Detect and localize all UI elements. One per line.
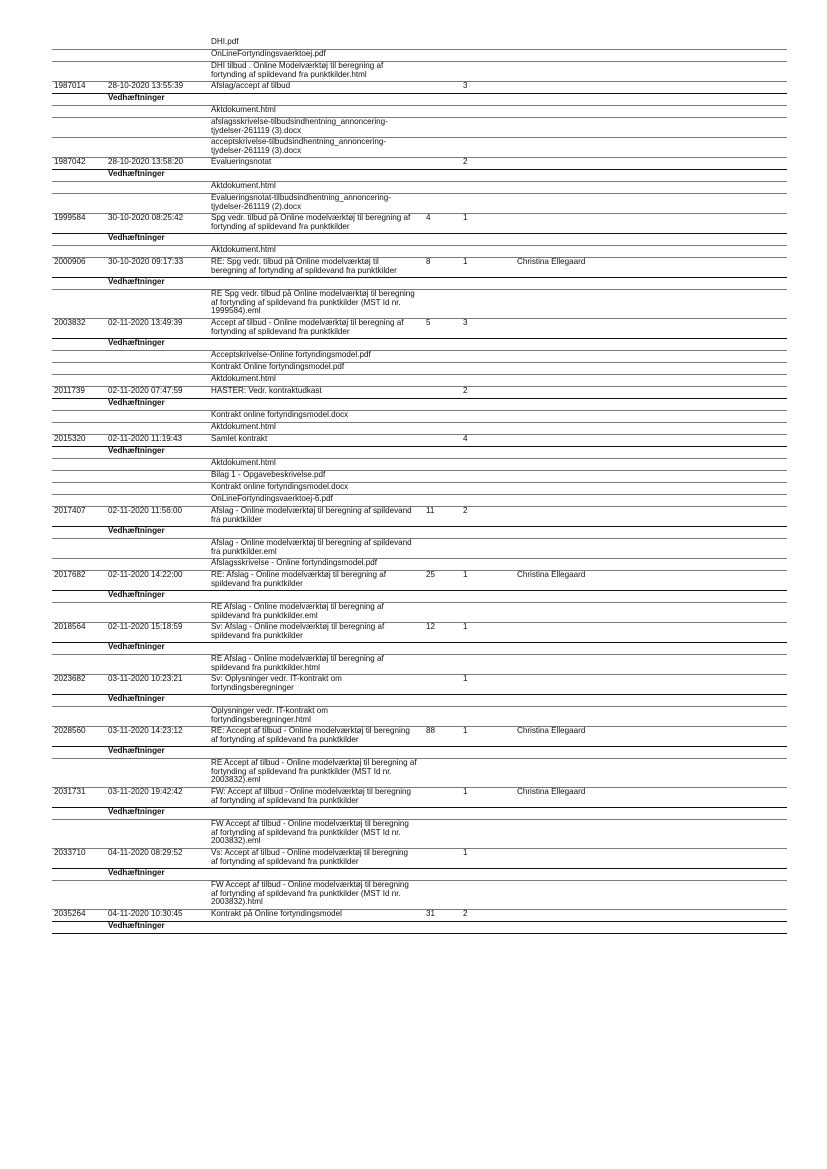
- document-subject: RE: Spg vedr. tilbud på Online modelværktøj til beregning af fortynding af spildevand fra punktkilder: [211, 257, 397, 275]
- document-subject: FW: Accept af tilbud - Online modelværktøj til beregning af fortynding af spildevand fra punktkilder: [211, 787, 412, 805]
- document-date: 30-10-2020 09:17:33: [108, 257, 184, 266]
- document-date: 28-10-2020 13:55:39: [108, 81, 184, 90]
- attachment-count: 2: [463, 909, 468, 918]
- attachment-row: [52, 106, 787, 118]
- attachment-filename: Afslag - Online modelværktøj til beregning af spildevand fra punktkilder.eml: [211, 538, 412, 556]
- attachments-header: [52, 808, 787, 820]
- attachments-header: [52, 399, 787, 411]
- attachments-label: Vedhæftninger: [108, 694, 165, 703]
- table-row: [52, 788, 787, 808]
- attachment-count: 1: [463, 622, 468, 631]
- document-subject: Afslag - Online modelværktøj til beregning af spildevand fra punktkilder: [211, 506, 412, 524]
- attachments-label: Vedhæftninger: [108, 746, 165, 755]
- document-date: 03-11-2020 10:23:21: [108, 674, 183, 683]
- document-subject: RE: Afslag - Online modelværktøj til beregning af spildevand fra punktkilder: [211, 570, 386, 588]
- attachments-label: Vedhæftninger: [108, 338, 165, 347]
- attachment-row: [52, 603, 787, 623]
- attachment-row: [52, 539, 787, 559]
- attachment-row: [52, 820, 787, 849]
- attachment-row: [52, 363, 787, 375]
- document-date: 04-11-2020 08:29:52: [108, 848, 183, 857]
- attachment-filename: RE Accept af tilbud - Online modelværktøj til beregning af fortynding af spildevand fra punktkilder (MST Id nr. 2003832).eml: [211, 758, 417, 785]
- document-table: [52, 38, 787, 934]
- attachments-label: Vedhæftninger: [108, 590, 165, 599]
- page-count: 4: [426, 213, 431, 222]
- document-id: 2031731: [54, 787, 86, 796]
- attachments-label: Vedhæftninger: [108, 526, 165, 535]
- attachment-row: [52, 138, 787, 158]
- attachment-row: [52, 411, 787, 423]
- attachments-header: [52, 643, 787, 655]
- attachment-filename: Aktdokument.html: [211, 422, 276, 431]
- attachment-count: 1: [463, 674, 468, 683]
- attachments-header: [52, 447, 787, 459]
- sender-name: Christina Ellegaard: [517, 726, 586, 735]
- document-subject: HASTER: Vedr. kontraktudkast: [211, 386, 322, 395]
- attachment-filename: afslagsskrivelse-tilbudsindhentning_annoncering-tjydelser-261119 (3).docx: [211, 117, 388, 135]
- attachment-filename: RE Afslag - Online modelværktøj til beregning af spildevand fra punktkilder.eml: [211, 602, 384, 620]
- document-id: 2023682: [54, 674, 86, 683]
- attachment-row: [52, 50, 787, 62]
- document-id: 1987042: [54, 157, 86, 166]
- attachment-filename: Evalueringsnotat-tilbudsindhentning_annoncering-tjydelser-261119 (2).docx: [211, 193, 391, 211]
- attachment-count: 1: [463, 726, 468, 735]
- attachment-filename: DHI.pdf: [211, 37, 239, 46]
- sender-name: Christina Ellegaard: [517, 257, 586, 266]
- document-date: 02-11-2020 11:19:43: [108, 434, 182, 443]
- attachment-filename: Aktdokument.html: [211, 105, 276, 114]
- attachment-row: [52, 38, 787, 50]
- attachments-label: Vedhæftninger: [108, 807, 165, 816]
- sender-name: Christina Ellegaard: [517, 570, 586, 579]
- attachment-row: [52, 62, 787, 82]
- page-count: 25: [426, 570, 436, 579]
- document-date: 30-10-2020 08:25:42: [108, 213, 184, 222]
- attachment-filename: acceptskrivelse-tilbudsindhentning_annoncering-tjydelser-261119 (3).docx: [211, 137, 387, 155]
- attachments-header: [52, 278, 787, 290]
- document-subject: Afslag/accept af tilbud: [211, 81, 291, 90]
- attachment-row: [52, 655, 787, 675]
- document-id: 1999584: [54, 213, 86, 222]
- attachments-label: Vedhæftninger: [108, 277, 165, 286]
- document-id: 1987014: [54, 81, 86, 90]
- attachment-row: [52, 471, 787, 483]
- attachments-header: [52, 94, 787, 106]
- attachment-count: 2: [463, 506, 468, 515]
- table-row: [52, 675, 787, 695]
- attachments-label: Vedhæftninger: [108, 446, 165, 455]
- table-row: [52, 849, 787, 869]
- attachments-header: [52, 591, 787, 603]
- document-subject: Samlet kontrakt: [211, 434, 268, 443]
- page-count: 12: [426, 622, 436, 631]
- attachments-label: Vedhæftninger: [108, 642, 165, 651]
- attachments-label: Vedhæftninger: [108, 868, 165, 877]
- document-id: 2028560: [54, 726, 86, 735]
- attachment-row: [52, 351, 787, 363]
- document-id: 2035264: [54, 909, 86, 918]
- attachment-row: [52, 459, 787, 471]
- attachments-header: [52, 339, 787, 351]
- table-row: [52, 214, 787, 234]
- table-row: [52, 507, 787, 527]
- page-count: 88: [426, 726, 436, 735]
- attachments-header: [52, 170, 787, 182]
- attachment-count: 3: [463, 81, 468, 90]
- attachment-count: 1: [463, 787, 468, 796]
- document-date: 02-11-2020 14:22:00: [108, 570, 183, 579]
- attachments-header: [52, 234, 787, 246]
- document-id: 2011739: [54, 386, 85, 395]
- attachment-filename: Bilag 1 - Opgavebeskrivelse.pdf: [211, 470, 326, 479]
- attachment-filename: Kontrakt online fortyndingsmodel.docx: [211, 482, 349, 491]
- document-date: 28-10-2020 13:58:20: [108, 157, 184, 166]
- document-date: 04-11-2020 10:30:45: [108, 909, 183, 918]
- attachment-filename: Aktdokument.html: [211, 245, 276, 254]
- attachment-filename: Oplysninger vedr. IT-kontrakt om fortyndingsberegninger.html: [211, 706, 328, 724]
- attachments-header: [52, 747, 787, 759]
- document-id: 2033710: [54, 848, 86, 857]
- document-date: 02-11-2020 15:18:59: [108, 622, 183, 631]
- attachments-label: Vedhæftninger: [108, 93, 165, 102]
- document-date: 02-11-2020 07:47:59: [108, 386, 183, 395]
- document-date: 03-11-2020 14:23:12: [108, 726, 183, 735]
- document-subject: Vs: Accept af tilbud - Online modelværktøj til beregning af fortynding af spildevand fra punktkilder: [211, 848, 409, 866]
- attachment-row: [52, 707, 787, 727]
- table-row: [52, 571, 787, 591]
- attachment-count: 2: [463, 386, 468, 395]
- attachment-row: [52, 194, 787, 214]
- attachments-header: [52, 527, 787, 539]
- attachment-filename: OnLineFortyndingsvaerktoej-6.pdf: [211, 494, 333, 503]
- attachments-label: Vedhæftninger: [108, 233, 165, 242]
- attachment-filename: Aktdokument.html: [211, 458, 276, 467]
- table-row: [52, 258, 787, 278]
- document-id: 2015320: [54, 434, 86, 443]
- attachment-filename: Acceptskrivelse-Online fortyndingsmodel.pdf: [211, 350, 371, 359]
- attachment-filename: Aktdokument.html: [211, 181, 276, 190]
- attachment-count: 4: [463, 434, 468, 443]
- attachment-row: [52, 182, 787, 194]
- attachment-row: [52, 290, 787, 319]
- attachment-row: [52, 483, 787, 495]
- attachment-filename: FW Accept af tilbud - Online modelværktøj til beregning af fortynding af spildevand fra punktkilder (MST Id nr. 2003832).html: [211, 880, 409, 907]
- document-subject: Evalueringsnotat: [211, 157, 272, 166]
- attachments-header: [52, 869, 787, 881]
- document-subject: Accept af tilbud - Online modelværktøj til beregning af fortynding af spildevand fra punktkilder: [211, 318, 404, 336]
- attachment-row: [52, 118, 787, 138]
- document-subject: RE: Accept af tilbud - Online modelværktøj til beregning af fortynding af spildevand fra punktkilder: [211, 726, 410, 744]
- document-subject: Sv: Oplysninger vedr. IT-kontrakt om fortyndingsberegninger: [211, 674, 342, 692]
- attachments-header: [52, 695, 787, 707]
- page-count: 31: [426, 909, 436, 918]
- page-count: 11: [426, 506, 435, 515]
- attachment-count: 2: [463, 157, 468, 166]
- attachment-filename: OnLineFortyndingsvaerktoej.pdf: [211, 49, 326, 58]
- attachment-count: 1: [463, 257, 468, 266]
- page-count: 5: [426, 318, 431, 327]
- attachments-label: Vedhæftninger: [108, 398, 165, 407]
- attachment-filename: FW Accept af tilbud - Online modelværktøj til beregning af fortynding af spildevand fra punktkilder (MST Id nr. 2003832).eml: [211, 819, 409, 846]
- table-row: [52, 727, 787, 747]
- document-id: 2000906: [54, 257, 86, 266]
- attachment-count: 1: [463, 848, 468, 857]
- attachment-row: [52, 759, 787, 788]
- table-row: [52, 623, 787, 643]
- document-id: 2017682: [54, 570, 86, 579]
- document-id: 2018564: [54, 622, 86, 631]
- attachment-filename: RE Spg vedr. tilbud på Online modelværktøj til beregning af fortynding af spildevand fra punktkilder (MST Id nr. 1999584).eml: [211, 289, 415, 316]
- attachment-filename: Kontrakt Online fortyndingsmodel.pdf: [211, 362, 345, 371]
- document-date: 03-11-2020 19:42:42: [108, 787, 183, 796]
- attachment-filename: Kontrakt online fortyndingsmodel.docx: [211, 410, 349, 419]
- table-row: [52, 319, 787, 339]
- sender-name: Christina Ellegaard: [517, 787, 586, 796]
- document-subject: Spg vedr. tilbud på Online modelværktøj til beregning af fortynding af spildevand fra punktkilder: [211, 213, 411, 231]
- attachment-count: 1: [463, 570, 468, 579]
- attachment-filename: Afslagsskrivelse - Online fortyndingsmodel.pdf: [211, 558, 377, 567]
- attachment-row: [52, 881, 787, 910]
- page-count: 8: [426, 257, 431, 266]
- document-id: 2003832: [54, 318, 86, 327]
- document-date: 02-11-2020 13:49:39: [108, 318, 183, 327]
- document-subject: Kontrakt på Online fortyndingsmodel: [211, 909, 342, 918]
- attachments-label: Vedhæftninger: [108, 921, 165, 930]
- document-date: 02-11-2020 11:56:00: [108, 506, 182, 515]
- attachment-count: 1: [463, 213, 468, 222]
- attachment-count: 3: [463, 318, 468, 327]
- document-id: 2017407: [54, 506, 86, 515]
- attachment-filename: DHI tilbud . Online Modelværktøj til beregning af fortynding af spildevand fra punktkilder.html: [211, 61, 384, 79]
- attachment-filename: Aktdokument.html: [211, 374, 276, 383]
- document-subject: Sv: Afslag - Online modelværktøj til beregning af spildevand fra punktkilder: [211, 622, 385, 640]
- attachment-filename: RE Afslag - Online modelværktøj til beregning af spildevand fra punktkilder.html: [211, 654, 384, 672]
- attachments-header: [52, 922, 787, 934]
- attachments-label: Vedhæftninger: [108, 169, 165, 178]
